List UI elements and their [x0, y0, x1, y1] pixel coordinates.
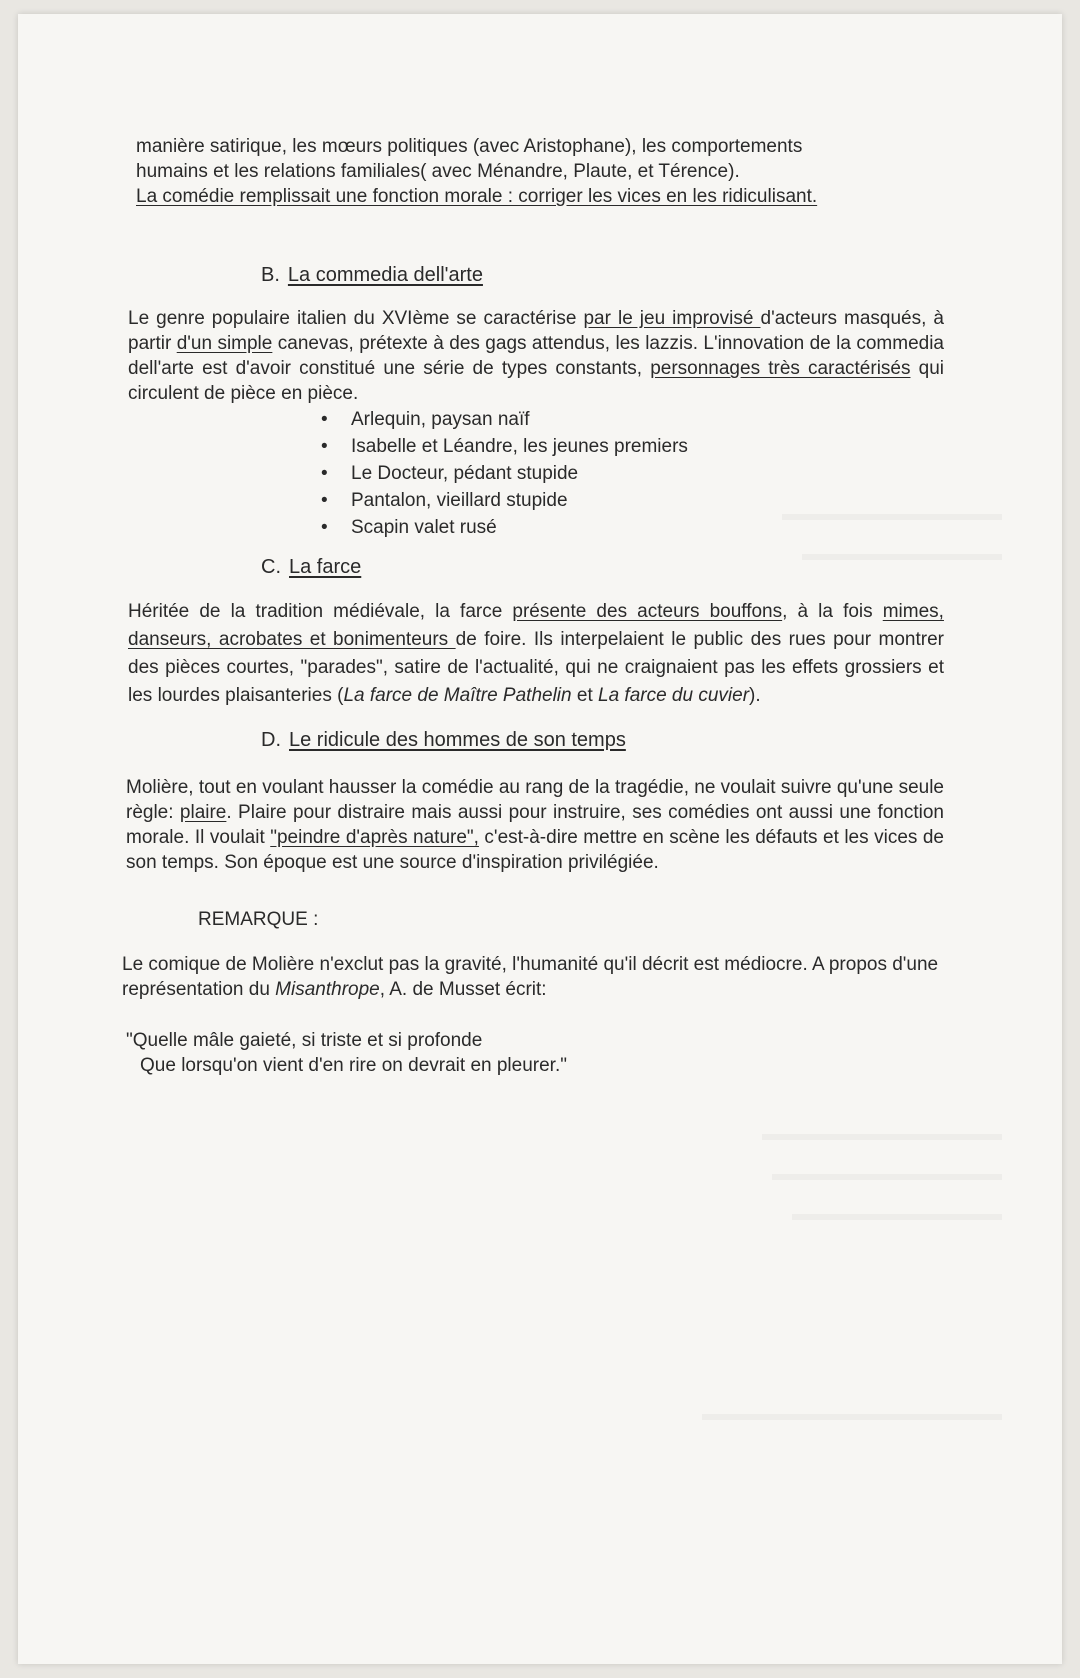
section-c-heading	[261, 555, 944, 580]
text-run: de foire. Ils interpelaient le public des rues pour montrer des pièces courtes, "parades", satire de l'actualité, qui ne craignaient pas les effets grossiers et les lourdes plaisanteries (	[128, 629, 944, 706]
remarque-paragraph	[122, 952, 944, 1002]
list-item: • Le Docteur, pédant stupide	[321, 460, 944, 487]
section-c-paragraph	[128, 598, 944, 710]
text-run: Le genre populaire italien du XVIème se caractérise	[128, 308, 584, 329]
italic-run: La farce du cuvier	[598, 685, 750, 706]
section-b-letter: B.	[261, 264, 280, 286]
show-through-line	[772, 1174, 1002, 1180]
section-b-heading	[261, 263, 944, 288]
show-through-line	[762, 1134, 1002, 1140]
text-run: d'acteurs masqués, à partir	[128, 308, 944, 354]
list-item: • Scapin valet rusé	[321, 514, 944, 541]
show-through-line	[792, 1214, 1002, 1220]
italic-run: La farce de Maître Pathelin	[343, 685, 572, 706]
remarque-label: REMARQUE :	[198, 909, 319, 930]
text-run: qui circulent de pièce en pièce.	[128, 358, 944, 404]
intro-underlined-text: La comédie remplissait une fonction morale : corriger les vices en les ridiculisant.	[136, 186, 818, 207]
section-c-title: La farce	[289, 556, 362, 578]
text-run: Le comique de Molière n'exclut pas la gravité, l'humanité qu'il décrit est médiocre. A propos d'une représentation du	[122, 954, 939, 1000]
underlined-run: par le jeu improvisé	[583, 308, 761, 329]
text-run: , A. de Musset écrit:	[379, 979, 547, 1000]
text-run: c'est-à-dire mettre en scène les défauts et les vices de son temps. Son époque est une source d'inspiration privilégiée.	[126, 827, 944, 873]
italic-run: Misanthrope	[275, 979, 380, 1000]
section-d-heading	[261, 728, 944, 753]
text-run: canevas, prétexte à des gags attendus, les lazzis. L'innovation de la commedia dell'arte est d'avoir constitué une série de types constants,	[128, 333, 945, 379]
intro-line-2: humains et les relations familiales( avec Ménandre, Plaute, et Térence).	[136, 161, 740, 182]
section-c-letter: C.	[261, 556, 281, 578]
text-run: Héritée de la tradition médiévale, la farce	[128, 601, 513, 622]
section-d-letter: D.	[261, 729, 281, 751]
quote-line-2: Que lorsqu'on vient d'en rire on devrait en pleurer."	[140, 1055, 567, 1076]
underlined-run: "peindre d'après nature",	[270, 827, 479, 848]
section-d-title: Le ridicule des hommes de son temps	[289, 729, 626, 751]
document-content	[122, 134, 945, 1078]
section-d-paragraph	[126, 775, 944, 875]
section-b-title: La commedia dell'arte	[287, 264, 483, 286]
text-run: Molière, tout en voulant hausser la comédie au rang de la tragédie, ne voulait suivre qu'une seule règle:	[126, 777, 944, 823]
text-run: . Plaire pour distraire mais aussi pour instruire, ses comédies ont aussi une fonction morale. Il voulait	[126, 802, 944, 848]
list-item: • Pantalon, vieillard stupide	[321, 487, 944, 514]
text-run: et	[571, 685, 598, 706]
character-list	[321, 406, 944, 541]
list-item: • Isabelle et Léandre, les jeunes premiers	[321, 433, 944, 460]
list-item: • Arlequin, paysan naïf	[321, 406, 944, 433]
underlined-run: d'un simple	[176, 333, 273, 354]
underlined-run: personnages très caractérisés	[650, 358, 911, 379]
intro-line-1: manière satirique, les mœurs politiques (avec Aristophane), les comportements	[136, 136, 803, 157]
show-through-line	[702, 1414, 1002, 1420]
underlined-run: présente des acteurs bouffons	[512, 601, 783, 622]
underlined-run: plaire	[179, 802, 227, 823]
quote-line-1: "Quelle mâle gaieté, si triste et si profonde	[126, 1030, 483, 1051]
intro-underlined	[136, 184, 944, 209]
underlined-run: mimes, danseurs, acrobates et bonimenteurs	[128, 601, 944, 650]
text-run: ).	[749, 685, 761, 706]
section-b-paragraph	[128, 306, 944, 406]
text-run: , à la fois	[782, 601, 883, 622]
